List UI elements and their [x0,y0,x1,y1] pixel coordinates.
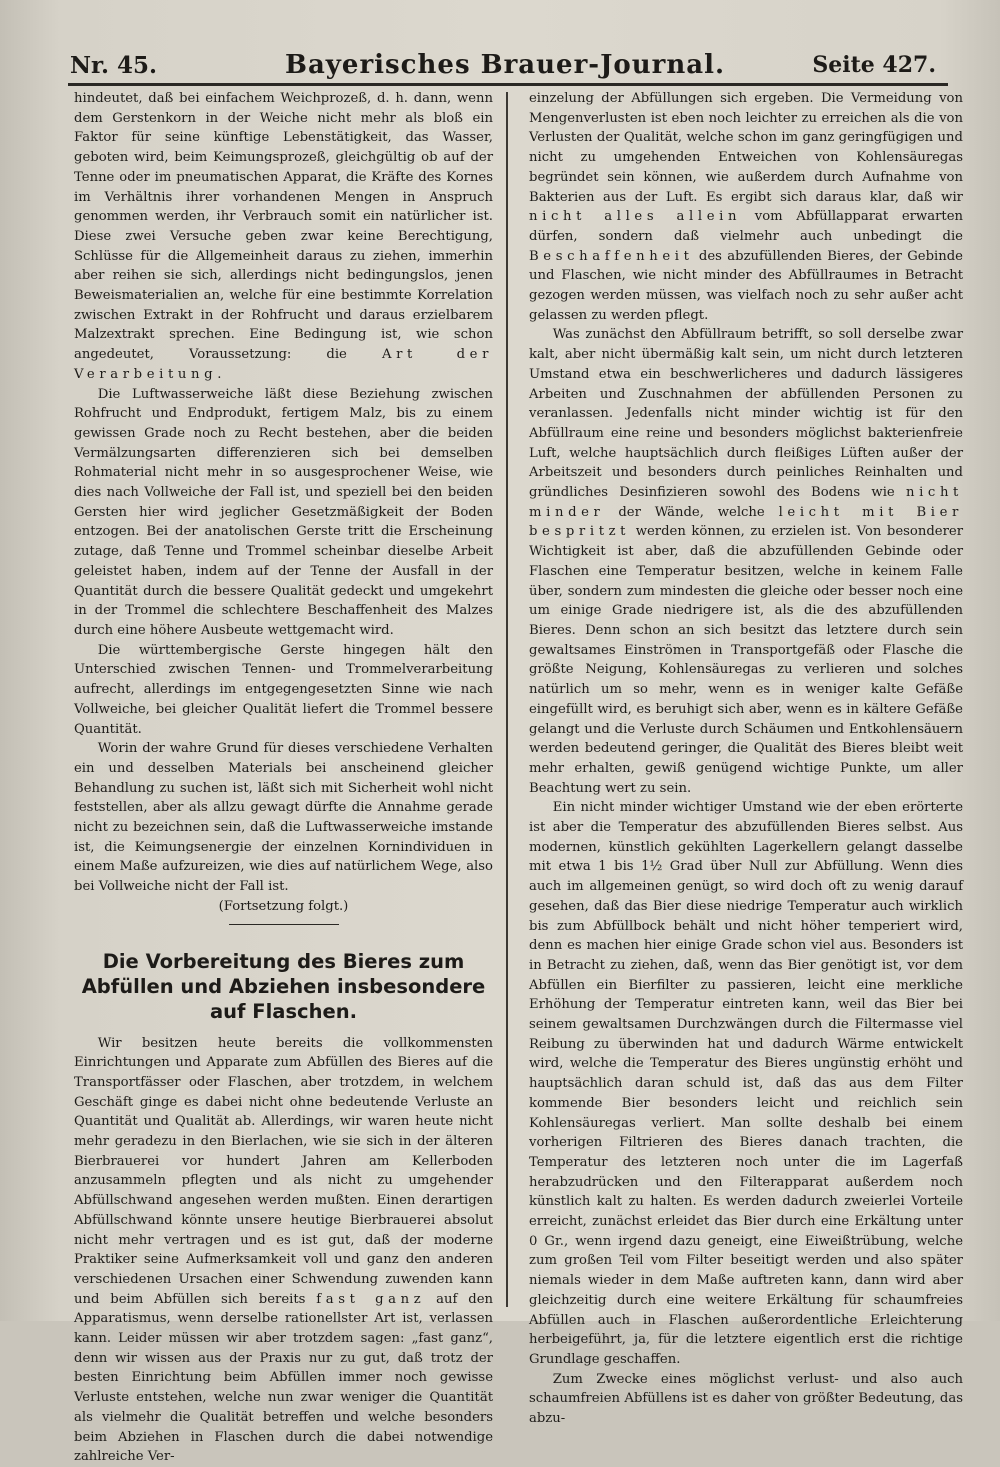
column-divider [506,92,508,1307]
paragraph [529,325,963,798]
paragraph: Die Luftwasserweiche läßt diese Beziehung zwischen Rohfrucht und Endprodukt, fertigem Malz, bis zu einem gewissen Grade noch zu Recht bestehen, aber die beiden Vermälzungsarten differenzieren sich bei demselben Rohmaterial nicht mehr in so ausgesprochener Weise, wie dies nach Vollweiche der Fall ist, und speziell bei den beiden Gersten hier wird jeglicher Gesetzmäßigkeit der Boden entzogen. Bei der anatolischen Gerste tritt die Erscheinung zutage, daß Tenne und Trommel scheinbar dieselbe Arbeit geleistet haben, indem auf der Tenne der Ausfall in der Quantität durch die bessere Qualität gedeckt und umgekehrt in der Trommel die schlechtere Beschaffenheit des Malzes durch eine höhere Ausbeute wettgemacht wird. [74,386,493,638]
paragraph-text: auf den Apparatismus, wenn derselbe rationellster Art ist, verlassen kann. Leider müssen wir aber trotzdem sagen: „fast ganz“, denn wir wissen aus der Praxis nur zu gut, daß trotz der besten Einrichtung beim Abfüllen immer noch gewisse Verluste entstehen, welche nun zwar weniger die Quantität als vielmehr die Qualität betreffen und welche besonders beim Abziehen in Flaschen durch die dabei notwendige zahlreiche Ver- [74,1291,494,1465]
emphasis-text: Beschaffenheit [529,248,694,264]
issue-number: Nr. 45. [70,52,158,79]
paragraph [529,89,963,325]
emphasis-text: leicht mit Bier bespritzt [529,504,963,540]
emphasis-text: nicht alles allein [529,209,742,225]
page-header [70,44,940,84]
emphasis-text: nicht minder [529,485,963,520]
paragraph: Die württembergische Gerste hingegen hält den Unterschied zwischen Tennen- und Trommelverarbeitung aufrecht, allerdings im entgegengesetzten Sinne wie nach Vollweiche, bei gleicher Qualität liefert die Trommel bessere Quantität. [74,642,493,737]
paragraph-text: werden können, zu erzielen ist. Von besonderer Wichtigkeit ist aber, daß die abzufüllenden Gebinde oder Flaschen eine Temperatur besitzen, welche in keinem Falle über, sondern zum mindesten die gleiche oder besser noch eine um einige Grade niedrigere ist, als die des abzufüllenden Bieres. Denn schon an sich besitzt das letztere durch sein gewaltsames Einströmen in Transportgefäß oder Flasche die größte Neigung, Kohlensäuregas zu verlieren und solches natürlich um so mehr, wenn es in weniger kalte Gefäße eingefüllt wird, es beruhigt sich aber, wenn es in kältere Gefäße gelangt und die Verluste durch Schäumen und Entkohlensäuern werden bedeutend geringer, die Qualität des Bieres bleibt weit mehr erhalten, gewiß genügend wichtige Punkte, um aller Beachtung wert zu sein. [529,524,963,796]
paragraph: Ein nicht minder wichtiger Umstand wie der eben erörterte ist aber die Temperatur des abzufüllenden Bieres selbst. Aus modernen, künstlich gekühlten Lagerkellern gelangt dasselbe mit etwa 1 bis 1½ Grad über Null zur Abfüllung. Wenn dies auch im allgemeinen genügt, so wird doch oft zu wenig darauf gesehen, daß das Bier diese niedrige Temperatur auch wirklich bis zum Abfüllbock behält und nicht höher temperiert wird, denn es machen hier einige Grade schon viel aus. Besonders ist in Betracht zu ziehen, daß, wenn das Bier genötigt ist, vor dem Abfüllen ein Bierfilter zu passieren, leicht eine merkliche Erhöhung der Temperatur eintreten kann, weil das Bier bei seinem gewaltsamen Durchzwängen durch die Filtermasse viel Reibung zu überwinden hat und dadurch Wärme entwickelt wird, welche die Temperatur des Bieres ungünstig erhöht und hauptsächlich daran schuld ist, daß das aus dem Filter kommende Bier besonders leicht und reichlich sein Kohlensäuregas verliert. Man sollte deshalb bei einem vorherigen Filtrieren des Bieres danach trachten, die Temperatur des letzteren noch unter die im Lagerfaß herabzudrücken und den Filterapparat außerdem noch künstlich kalt zu halten. Es werden dadurch zweierlei Vorteile erreicht, zunächst erleidet das Bier durch eine Erkältung unter 0 Gr., wenn irgend dazu geneigt, eine Eiweißtrübung, welche zum großen Teil vom Filter beseitigt werden und also später niemals wieder in dem Maße auftreten kann, dann wird aber gleichzeitig durch eine weitere Erkältung für schaumfreies Abfüllen auch in Flaschen außerordentliche Erleichterung herbeigeführt, ja, für die letztere eigentlich erst die richtige Grundlage geschaffen. [529,800,963,1367]
header-rule [68,83,948,86]
continuation-note: (Fortsetzung folgt.) [218,898,349,914]
paragraph-text: einzelung der Abfüllungen sich ergeben. Die Vermeidung von Mengenverlusten ist eben noch leichter zu erreichen als die von Verlusten der Qualität, welche schon im ganz geringfügigen und nicht zu umgehenden Entweichen von Kohlensäuregas begründet sein können, wie außerdem durch Aufnahme von Bakterien aus der Luft. Es ergibt sich daraus klar, daß wir [529,91,963,205]
paragraph [74,89,493,385]
paragraph-text: Was zunächst den Abfüllraum betrifft, so soll derselbe zwar kalt, aber nicht übermäßig kalt sein, um nicht durch letzteren Umstand etwa ein beschwerlicheres und dadurch lässigeres Arbeiten und Zuschnahmen der abfüllenden Personen zu veranlassen. Jedenfalls nicht minder wichtig ist für den Abfüllraum eine reine und besonders möglichst bakterienfreie Luft, welche hauptsächlich durch fleißiges Lüften außer der Arbeitszeit und besonders durch peinliches Reinhalten und gründliches Desinfizieren sowohl des Bodens wie [529,327,963,501]
paragraph-text: vom Abfüllapparat erwarten dürfen, sondern daß vielmehr auch unbedingt die [529,209,963,244]
paragraph: Zum Zwecke eines möglichst verlust- und also auch schaumfreien Abfüllens ist es daher von größter Bedeutung, das abzu- [529,1371,963,1427]
emphasis-text: fast ganz [316,1291,426,1307]
paragraph-text: Wir besitzen heute bereits die vollkommensten Einrichtungen und Apparate zum Abfüllen des Bieres auf die Transportfässer oder Flaschen, aber trotzdem, in welchem Geschäft ginge es dabei nicht ohne bedeutende Verluste an Quantität und Qualität ab. Allerdings, wir waren heute nicht mehr geradezu in den Bierlachen, wie sie sich in der älteren Bierbrauerei vor hundert Jahren am Kellerboden anzusammeln pflegten und als nicht zu umgehender Abfüllschwand angesehen werden mußten. Einen derartigen Abfüllschwand könnte unsere heutige Bierbrauerei absolut nicht mehr vertragen und es ist gut, daß der moderne Praktiker seine Aufmerksamkeit voll und ganz den anderen verschiedenen Ursachen einer Schwendung zuwenden kann und beim Abfüllen sich bereits [74,1035,493,1307]
separator-line [229,924,339,925]
paragraph-text: der Wände, welche [618,504,765,520]
paragraph [74,1034,493,1467]
paragraph-text: hindeutet, daß bei einfachem Weichprozeß, d. h. dann, wenn dem Gerstenkorn in der Weiche nicht mehr als bloß ein Faktor für seine künftige Lebenstätigkeit, das Wasser, geboten wird, beim Keimungsprozeß, gleichgültig ob auf der Tenne oder im pneumatischen Apparat, die Kräfte des Kornes im Verhältnis ihrer vorhandenen Mengen in Anspruch genommen werden, ihr Verbrauch somit ein natürlicher ist. Diese zwei Versuche geben zwar keine Berechtigung, Schlüsse für die Allgemeinheit daraus zu ziehen, immerhin aber reihen sie sich, allerdings nicht bedingungslos, jenen Beweismaterialien an, welche für eine bestimmte Korrelation zwischen Extrakt in der Rohfrucht und daraus erzielbarem Malzextrakt sprechen. Eine Bedingung ist, wie schon angedeutet, Voraussetzung: die [74,91,493,363]
paragraph: Worin der wahre Grund für dieses verschiedene Verhalten ein und desselben Materials bei anscheinend gleicher Behandlung zu suchen ist, läßt sich mit Sicherheit wohl nicht feststellen, aber als allzu gewagt dürfte die Annahme gerade nicht zu bezeichnen sein, daß die Luftwasserweiche imstande ist, die Keimungsenergie der einzelnen Kornindividuen in einem Maße aufzureizen, wie dies auf natürlichem Wege, also bei Vollweiche nicht der Fall ist. [74,741,493,895]
page-number: Seite 427. [812,52,936,78]
paragraph-text: des abzufüllenden Bieres, der Gebinde und Flaschen, wie nicht minder des Abfüllraumes in Betracht gezogen werden müssen, was vielfach noch zu sehr außer acht gelassen zu werden pflegt. [529,248,963,323]
left-column [74,89,493,1467]
emphasis-text: Art der Verarbeitung. [74,347,494,382]
journal-title: Bayerisches Brauer-Journal. [284,50,726,80]
right-column [529,89,963,1429]
article-title: Die Vorbereitung des Bieres zum Abfüllen und Abziehen insbesondere auf Flaschen. [81,949,486,1023]
